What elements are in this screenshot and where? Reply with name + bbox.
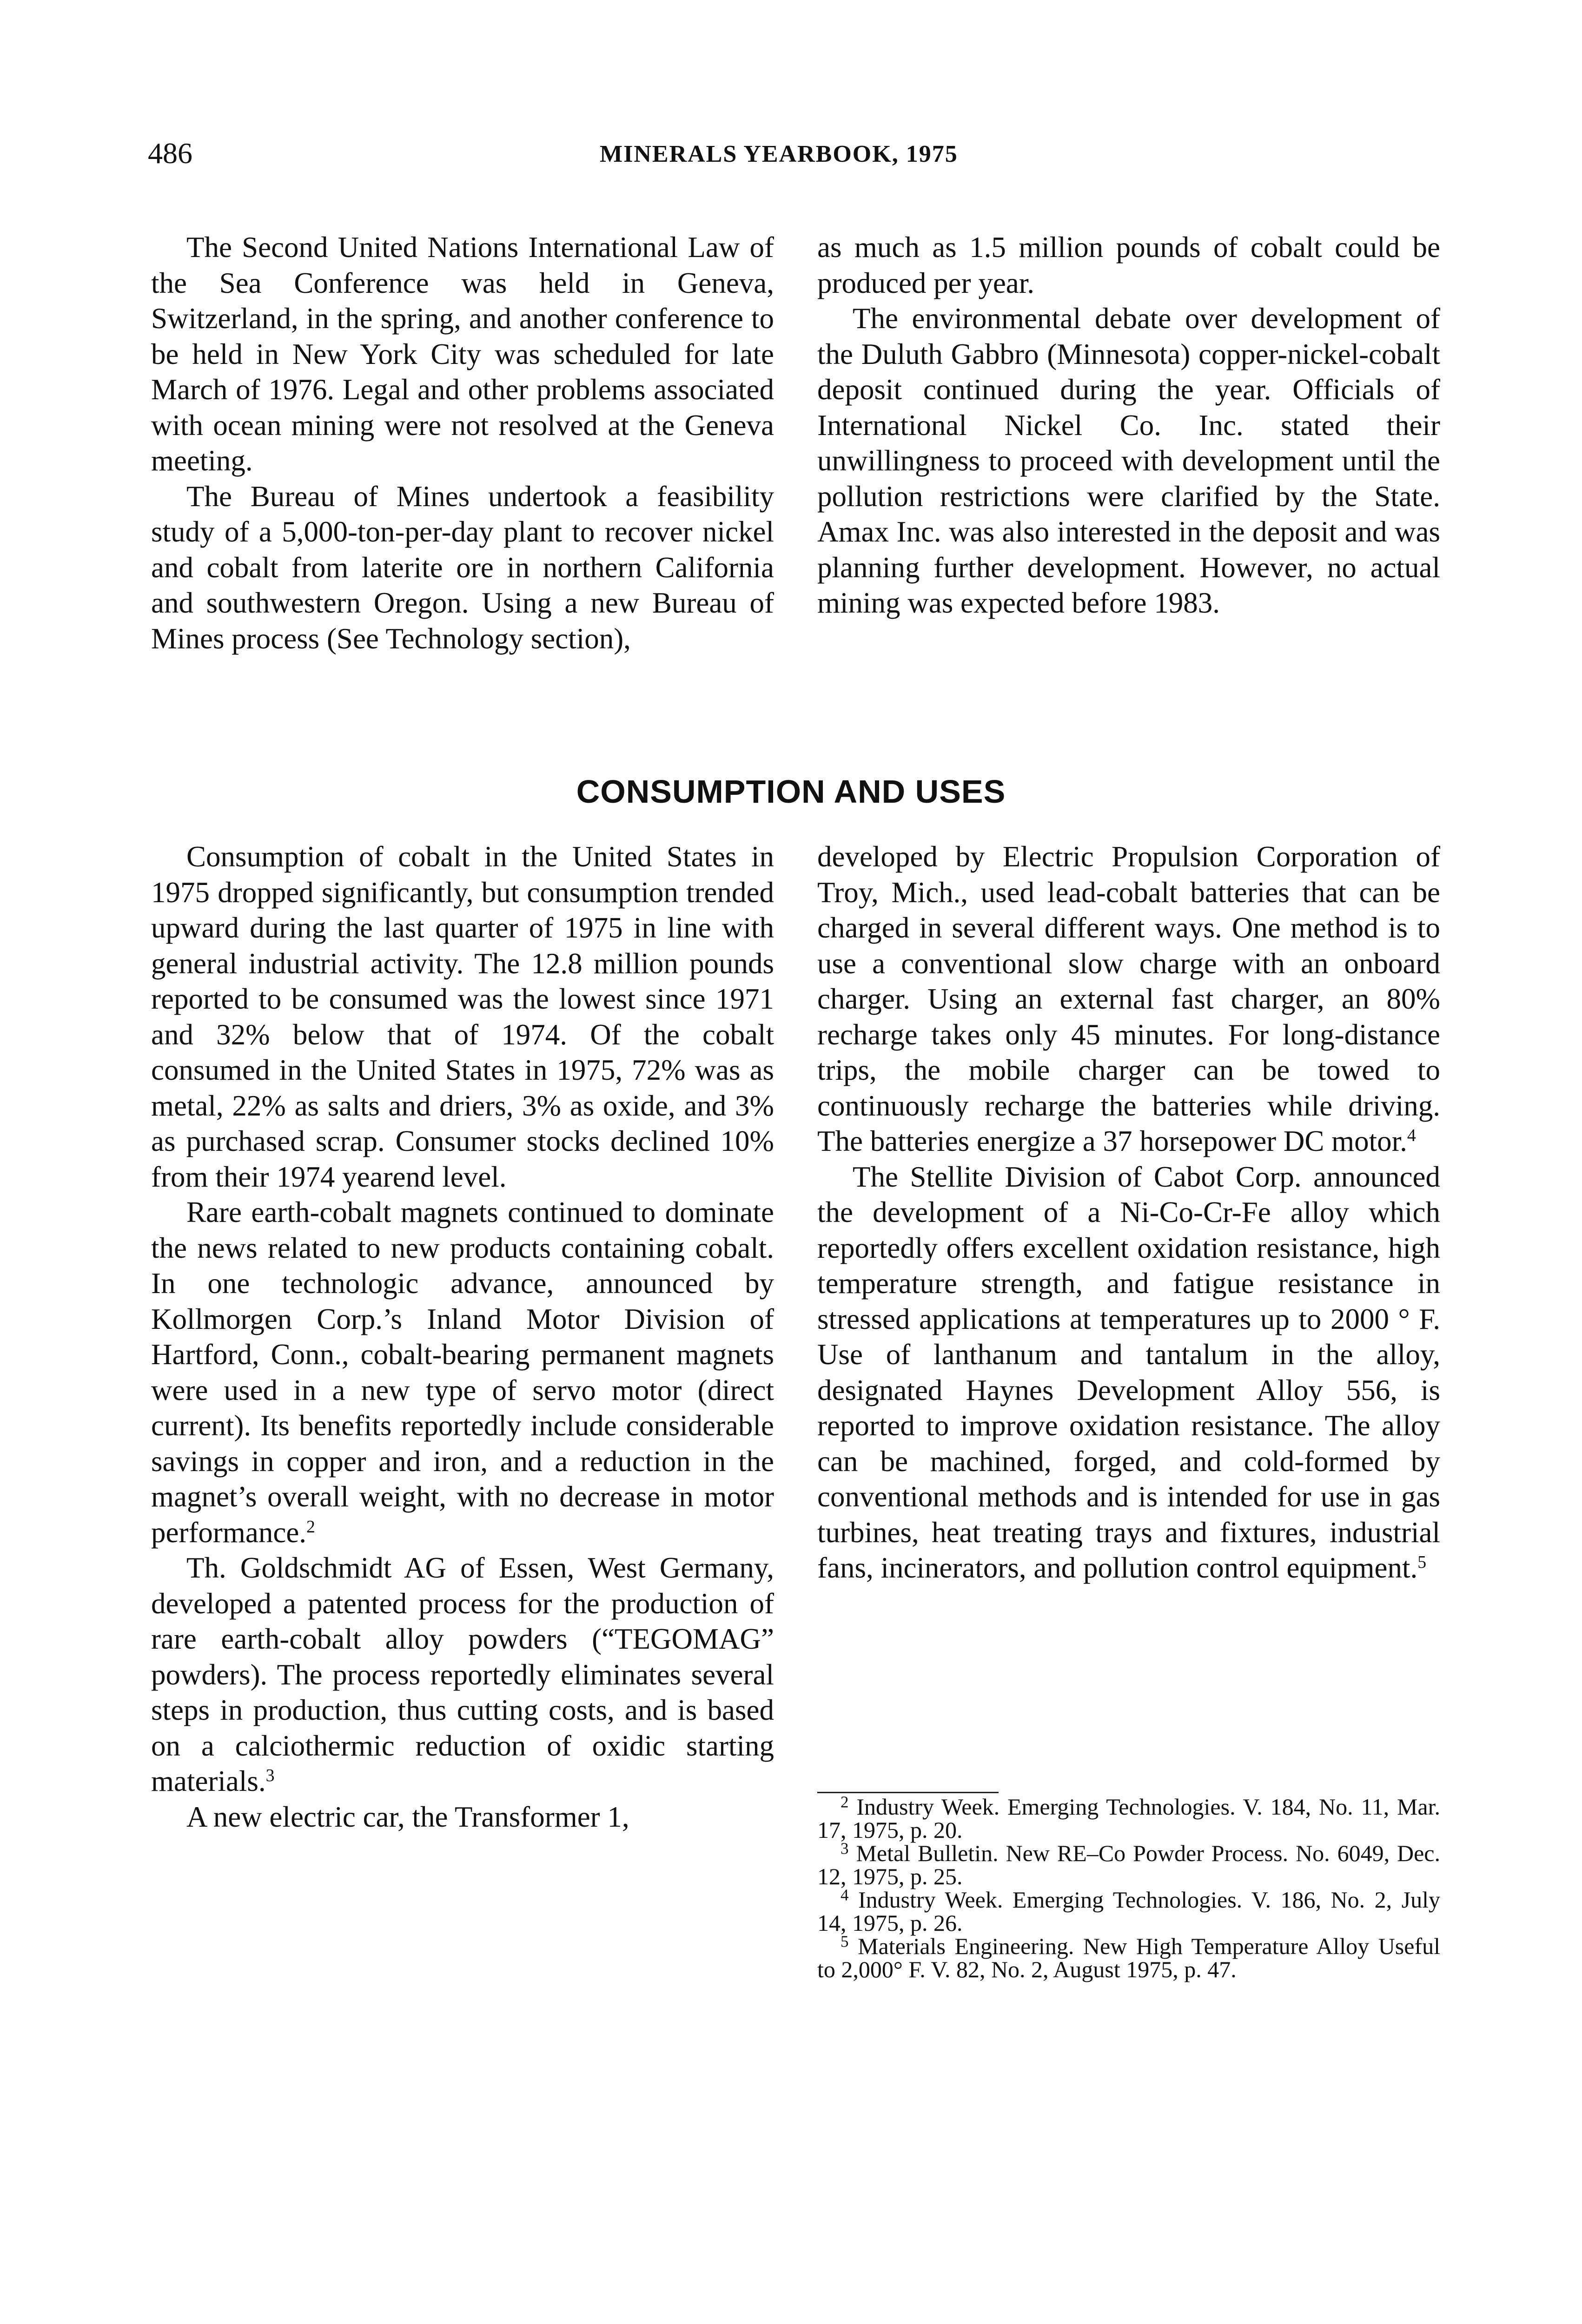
paragraph-text: A new electric car, the Transformer 1, bbox=[186, 1800, 629, 1833]
upper-right-column bbox=[817, 230, 1440, 621]
footnote-number: 4 bbox=[841, 1886, 849, 1904]
footnote-text: Industry Week. Emerging Technologies. V. 186, No. 2, July 14, 1975, p. 26. bbox=[817, 1887, 1440, 1936]
footnote-ref: 5 bbox=[1417, 1552, 1427, 1572]
footnote-text: Metal Bulletin. New RE–Co Powder Process. No. 6049, Dec. 12, 1975, p. 25. bbox=[817, 1840, 1440, 1889]
footnote-text: Materials Engineering. New High Temperature Alloy Useful to 2,000° F. V. 82, No. 2, August 1975, p. 47. bbox=[817, 1933, 1441, 1982]
consumption-left-column bbox=[151, 839, 774, 1835]
footnote bbox=[817, 1888, 1440, 1934]
consumption-right-column bbox=[817, 839, 1440, 1586]
paragraph-text: Rare earth-cobalt magnets continued to dominate the news related to new products containing cobalt. In one technologic advance, announced by Kollmorgen Corp.’s Inland Motor Division of Hartford, Conn., cobalt-bearing permanent magnets were used in a new type of servo motor (direct current). Its benefits reportedly include considerable savings in copper and iron, and a reduction in the magnet’s overall weight, with no decrease in motor performance. bbox=[151, 1196, 774, 1549]
footnote-ref: 3 bbox=[265, 1766, 275, 1786]
page-number: 486 bbox=[148, 137, 192, 170]
paragraph-law-of-sea: The Second United Nations International Law of the Sea Conference was held in Geneva, Switzerland, in the spring, and another conference to be held in New York City was scheduled for late March of 1976. Legal and other problems associated with ocean mining were not resolved at the Geneva meeting. bbox=[151, 231, 774, 477]
footnote-ref: 2 bbox=[306, 1517, 315, 1537]
paragraph-text: Consumption of cobalt in the United States in 1975 dropped significantly, but consumption trended upward during the last quarter of 1975 in line with general industrial activity. The 12.8 million pounds reported to be consumed was the lowest since 1971 and 32% below that of 1974. Of the cobalt consumed in the United States in 1975, 72% was as metal, 22% as salts and driers, 3% as oxide, and 3% as purchased scrap. Consumer stocks declined 10% from their 1974 yearend level. bbox=[151, 840, 774, 1193]
paragraph-continued-cobalt-production: as much as 1.5 million pounds of cobalt could be produced per year. bbox=[817, 231, 1440, 299]
paragraph-duluth-gabbro: The environmental debate over development of the Duluth Gabbro (Minnesota) copper-nickel-cobalt deposit continued during the year. Officials of International Nickel Co. Inc. stated their unwillingness to proceed with development until the pollution restrictions were clarified by the State. Amax Inc. was also interested in the deposit and was planning further development. However, no actual mining was expected before 1983. bbox=[817, 302, 1440, 619]
upper-left-column bbox=[151, 230, 774, 656]
footnote-ref: 4 bbox=[1407, 1126, 1416, 1146]
paragraph-feasibility-study: The Bureau of Mines undertook a feasibility study of a 5,000-ton-per-day plant to recover nickel and cobalt from laterite ore in northern California and southwestern Oregon. Using a new Bureau of Mines process (See Technology section), bbox=[151, 480, 774, 655]
running-title: MINERALS YEARBOOK, 1975 bbox=[600, 141, 958, 167]
paragraph-text: The Stellite Division of Cabot Corp. announced the development of a Ni-Co-Cr-Fe alloy which reportedly offers excellent oxidation resistance, high temperature strength, and fatigue resistance in stressed applications at temperatures up to 2000 ° F. Use of lanthanum and tantalum in the alloy, designated Haynes Development Alloy 556, is reported to improve oxidation resistance. The alloy can be machined, forged, and cold-formed by conventional methods and is intended for use in gas turbines, heat treating trays and fixtures, industrial fans, incinerators, and pollution control equipment. bbox=[817, 1160, 1440, 1584]
footnote-text: Industry Week. Emerging Technologies. V. 184, No. 11, Mar. 17, 1975, p. 20. bbox=[817, 1794, 1441, 1843]
footnote-number: 5 bbox=[841, 1932, 849, 1951]
paragraph-stellite-alloy bbox=[817, 1159, 1440, 1586]
paragraph-electric-car bbox=[151, 1799, 774, 1835]
section-heading: CONSUMPTION AND USES bbox=[576, 773, 1006, 810]
paragraph-rare-earth-magnets bbox=[151, 1195, 774, 1550]
paragraph-text: Th. Goldschmidt AG of Essen, West Germany, developed a patented process for the production of rare earth-cobalt alloy powders (“TEGOMAG” powders). The process reportedly eliminates several steps in production, thus cutting costs, and is based on a calciothermic reduction of oxidic starting materials. bbox=[151, 1552, 774, 1797]
paragraph-goldschmidt bbox=[151, 1550, 774, 1799]
footnotes bbox=[817, 1795, 1440, 1981]
footnote bbox=[817, 1934, 1440, 1981]
footnote-number: 2 bbox=[841, 1793, 849, 1811]
paragraph-consumption bbox=[151, 839, 774, 1195]
paragraph-text: developed by Electric Propulsion Corporation of Troy, Mich., used lead-cobalt batteries that can be charged in several different ways. One method is to use a conventional slow charge with an onboard charger. Using an external fast charger, an 80% recharge takes only 45 minutes. For long-distance trips, the mobile charger can be towed to continuously recharge the batteries while driving. The batteries energize a 37 horsepower DC motor. bbox=[817, 840, 1440, 1157]
footnote bbox=[817, 1839, 1440, 1889]
footnote bbox=[817, 1795, 1440, 1842]
footnote-number: 3 bbox=[841, 1839, 849, 1858]
paragraph-electric-car-continued bbox=[817, 839, 1440, 1159]
